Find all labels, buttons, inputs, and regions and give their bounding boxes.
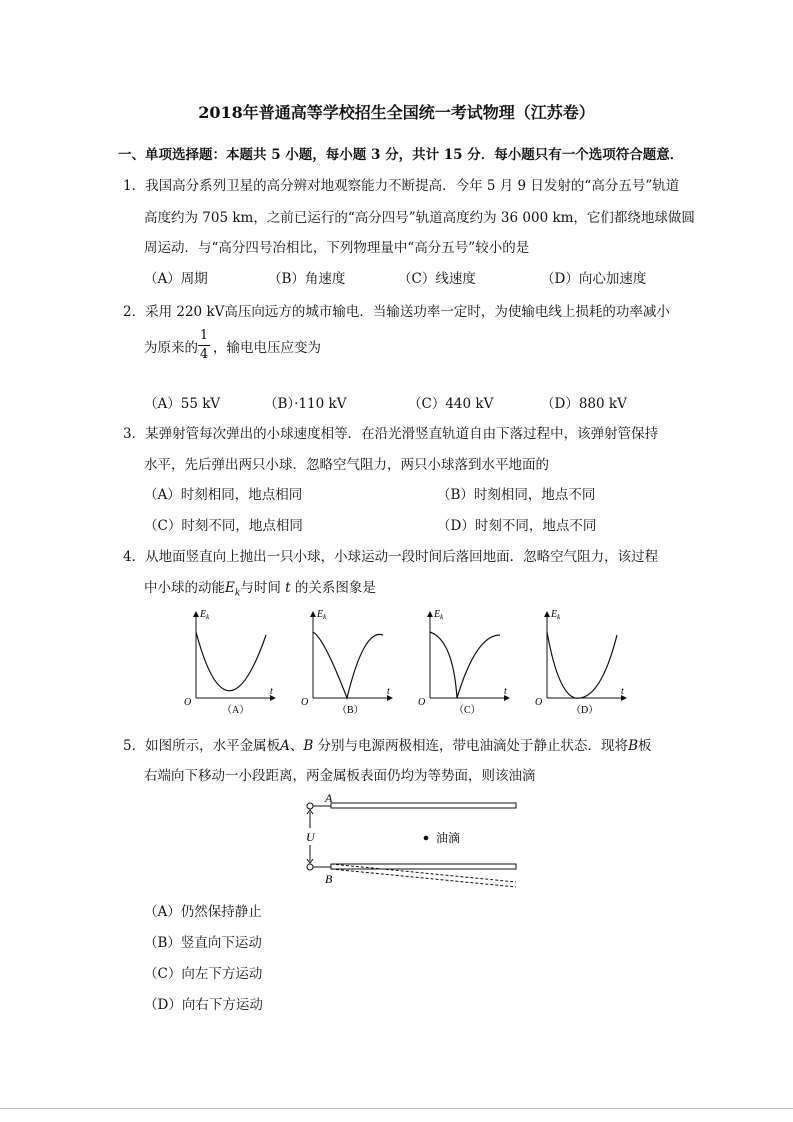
q4-line-2-start: 中小球的动能 (144, 580, 225, 596)
q4-line-1: 4．从地面竖直向上抛出一只小球，小球运动一段时间后落回地面．忽略空气阻力，该过程 (123, 549, 659, 565)
q5-line-1 (123, 737, 651, 755)
q3-line-2: 水平，先后弹出两只小球．忽略空气阻力，两只小球落到水平地面的 (144, 457, 549, 473)
q5-line-1-end: 板 (637, 738, 652, 754)
q2-option-c: （C）440 kV (408, 396, 494, 412)
graph-d-origin: O (535, 697, 543, 708)
graph-c (418, 609, 509, 716)
q5-line-2: 右端向下移动一小段距离，两金属板表面仍均为等势面，则该油滴 (144, 768, 536, 784)
q4-t-symbol: t (285, 580, 291, 596)
graph-a (184, 609, 275, 716)
q1-option-b: （B）角速度 (268, 271, 346, 287)
graphs-ek-t (180, 605, 640, 717)
q2-suffix: ，输电电压应变为 (213, 340, 321, 356)
terminal-top (307, 803, 313, 809)
terminal-bottom (307, 864, 313, 870)
plate-b-tilted-bottom (331, 869, 516, 887)
q4-line-2-end: 的关系图象是 (294, 580, 376, 596)
graph-c-ek-label: $E_k$ (434, 609, 444, 621)
graph-b-curve (313, 632, 383, 698)
q2-option-b: （B）·110 kV (264, 396, 347, 412)
graph-c-t-label: t (504, 686, 507, 697)
q5-line-1-mid: 分别与电源两极相连，带电油滴处于静止状态．现将 (313, 738, 629, 754)
q5-separator: 、 (289, 738, 304, 754)
q2-line-1: 2．采用 220 kV高压向远方的城市输电．当输送功率一定时，为使输电线上损耗的功率减小 (123, 304, 670, 320)
graph-a-t-label: t (270, 686, 273, 697)
oil-drop-label: 油滴 (436, 831, 461, 845)
graph-b-ek-label: $E_k$ (317, 609, 327, 621)
page-bottom-rule (0, 1108, 793, 1109)
q5-line-1-start: 5．如图所示，水平金属板 (123, 738, 281, 754)
q2-option-a: （A）55 kV (144, 396, 221, 412)
q1-option-a: （A）周期 (144, 271, 208, 287)
q4-line-2-mid: 与时间 (240, 580, 281, 596)
q3-option-b: （B）时刻相同，地点不同 (437, 487, 596, 503)
q3-option-d: （D）时刻不同，地点不同 (437, 518, 597, 534)
fraction-one-quarter (198, 328, 210, 363)
graph-b-label: （B） (337, 705, 364, 716)
graph-c-label: （C） (454, 705, 481, 716)
capacitor-diagram (295, 790, 525, 890)
q5-option-b: （B）竖直向下运动 (144, 935, 262, 951)
q4-ek-symbol: $E_k$ (225, 580, 241, 599)
page-title: 2018年普通高等学校招生全国统一考试物理（江苏卷） (198, 103, 595, 122)
q2-option-d: （D）880 kV (541, 396, 627, 412)
q5-option-a: （A）仍然保持静止 (144, 904, 262, 920)
graph-d-curve (547, 632, 617, 698)
fraction-numerator: 1 (199, 328, 209, 343)
q2-prefix: 为原来的 (144, 340, 198, 356)
plate-b-label: B (325, 872, 333, 886)
graph-d-ek-label: $E_k$ (551, 609, 561, 621)
q4-line-2 (144, 579, 376, 603)
q1-option-c: （C）线速度 (398, 271, 476, 287)
plate-a (331, 803, 516, 808)
oil-drop (424, 836, 429, 841)
q5-option-c: （C）向左下方运动 (144, 966, 263, 982)
graph-b-origin: O (301, 697, 309, 708)
q1-line-1: 1．我国高分系列卫星的高分辨对地观察能力不断提高．今年 5 月 9 日发射的“高分五号”轨道 (123, 178, 680, 194)
section-heading: 一、单项选择题：本题共 5 小题，每小题 3 分，共计 15 分．每小题只有一个选项符合题意． (118, 147, 684, 163)
q3-line-1: 3．某弹射管每次弹出的小球速度相等．在沿光滑竖直轨道自由下落过程中，该弹射管保持 (123, 426, 659, 442)
q3-option-a: （A）时刻相同，地点相同 (144, 487, 303, 503)
graph-d (535, 609, 626, 716)
q3-option-c: （C）时刻不同，地点相同 (144, 518, 303, 534)
graph-d-t-label: t (621, 686, 624, 697)
graph-d-label: （D） (571, 705, 599, 716)
q5-symbol-b-2: B (628, 738, 638, 754)
graph-b-t-label: t (387, 686, 390, 697)
graph-a-origin: O (184, 697, 192, 708)
q1-line-2: 高度约为 705 km，之前已运行的“高分四号”轨道高度约为 36 000 km，它们都绕地球做圆 (144, 210, 695, 226)
q5-symbol-b: B (303, 738, 314, 754)
q5-option-d: （D）向右下方运动 (144, 997, 263, 1013)
q1-option-d: （D）向心加速度 (541, 271, 647, 287)
graph-a-label: （A） (222, 705, 250, 716)
graph-a-curve (196, 632, 266, 691)
voltage-label: U (306, 830, 315, 844)
plate-a-label: A (325, 791, 333, 805)
q5-symbol-a: A (280, 738, 290, 754)
fraction-denominator: 4 (199, 347, 209, 362)
graph-b (301, 609, 392, 716)
graph-c-curve (430, 632, 500, 698)
graph-a-ek-label: $E_k$ (200, 609, 210, 621)
graph-c-origin: O (418, 697, 426, 708)
q1-line-3: 周运动．与“高分四号冶相比，下列物理量中“高分五号”较小的是 (144, 240, 530, 256)
